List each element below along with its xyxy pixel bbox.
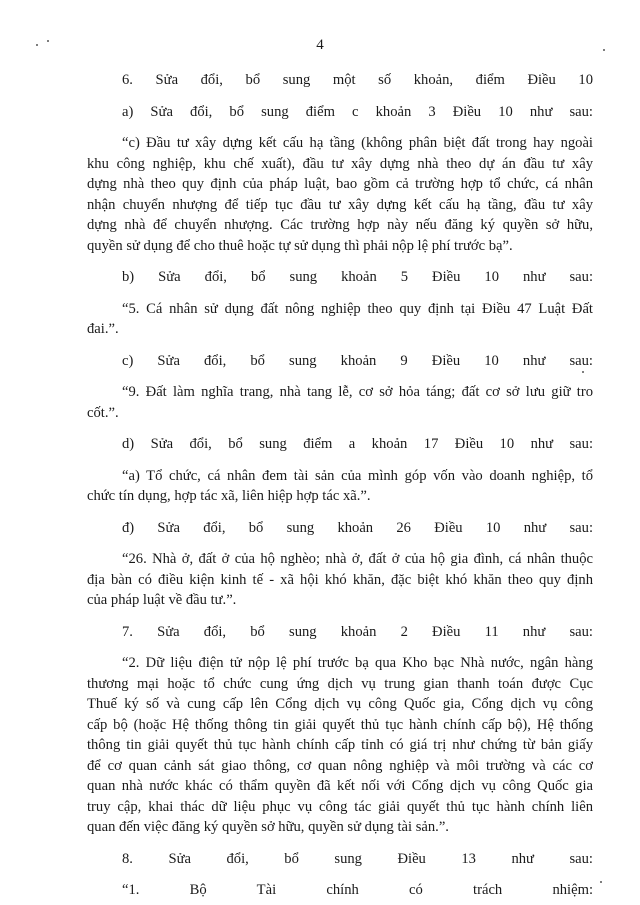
scan-speck xyxy=(600,881,602,883)
scan-speck xyxy=(47,40,49,42)
text-line: quan nhà nước khác có thẩm quyền đã kết nối với Cổng dịch vụ công Quốc gia xyxy=(87,778,593,794)
section-heading-7 xyxy=(87,622,593,643)
text-line: chức tín dụng, hợp tác xã, liên hiệp hợp tác xã.”. xyxy=(87,488,371,504)
text-line: dựng nhà để chuyển nhượng. Các trường hợp này nếu đăng ký quyền sở hữu, xyxy=(87,217,593,233)
text-line: nhận chuyển nhượng để tiếp tục đầu tư xây dựng kết cấu hạ tầng, đầu tư xây xyxy=(87,196,593,213)
text-line: c) Sửa đổi, bổ sung khoản 9 Điều 10 như sau: xyxy=(122,352,593,369)
text-line: 7. Sửa đổi, bổ sung khoản 2 Điều 11 như sau: xyxy=(122,623,593,640)
text-line: cốt.”. xyxy=(87,404,119,421)
document-body xyxy=(87,70,593,901)
text-line: quan đến việc đăng ký quyền sở hữu, quyền sử dụng tài sản.”. xyxy=(87,819,449,835)
subsection-heading-a xyxy=(87,102,593,123)
scan-speck xyxy=(36,44,38,46)
section-heading-8 xyxy=(87,849,593,870)
text-line: “9. Đất làm nghĩa trang, nhà tang lễ, cơ sở hỏa táng; đất cơ sở lưu giữ tro xyxy=(122,384,593,400)
text-line: 6. Sửa đổi, bổ sung một số khoản, điểm Điều 10 xyxy=(122,72,593,88)
text-line: khu công nghiệp, khu chế xuất), đầu tư xây dựng nhà theo dự án đầu tư xây xyxy=(87,155,593,172)
text-line: dựng nhà theo quy định của pháp luật, bao gồm cả trường hợp tổ chức, cá nhân xyxy=(87,176,593,192)
text-line: “5. Cá nhân sử dụng đất nông nghiệp theo quy định tại Điều 47 Luật Đất xyxy=(122,300,593,317)
text-line: “2. Dữ liệu điện tử nộp lệ phí trước bạ qua Kho bạc Nhà nước, ngân hàng xyxy=(122,655,593,671)
quoted-paragraph-2 xyxy=(87,653,593,838)
scan-speck xyxy=(582,371,584,373)
quoted-paragraph-5 xyxy=(87,299,593,340)
quoted-paragraph-a xyxy=(87,466,593,507)
text-line: quyền sử dụng để cho thuê hoặc tự sử dụng thì phải nộp lệ phí trước bạ”. xyxy=(87,237,513,254)
text-line: thông tin giải quyết thủ tục hành chính cấp tỉnh có giá trị như chứng từ bản giấy xyxy=(87,737,593,753)
text-line: đ) Sửa đổi, bổ sung khoản 26 Điều 10 như sau: xyxy=(122,519,593,536)
text-line: “c) Đầu tư xây dựng kết cấu hạ tầng (không phân biệt đất trong hay ngoài xyxy=(122,135,593,151)
text-line: 8. Sửa đổi, bổ sung Điều 13 như sau: xyxy=(122,850,593,867)
quoted-paragraph-c xyxy=(87,133,593,256)
text-line: đai.”. xyxy=(87,321,119,337)
text-line: “a) Tổ chức, cá nhân đem tài sản của mình góp vốn vào doanh nghiệp, tổ xyxy=(122,467,593,484)
text-line: truy cập, khai thác dữ liệu phục vụ công tác giải quyết thủ tục hành chính liên xyxy=(87,798,593,815)
text-line: thương mại hoặc tổ chức cung ứng dịch vụ trung gian thanh toán được Cục xyxy=(87,675,593,692)
quoted-paragraph-9 xyxy=(87,382,593,423)
subsection-heading-d xyxy=(87,434,593,455)
text-line: để cơ quan cảnh sát giao thông, cơ quan nông nghiệp và môi trường và các cơ xyxy=(87,757,593,774)
text-line: “26. Nhà ở, đất ở của hộ nghèo; nhà ở, đất ở của hộ gia đình, cá nhân thuộc xyxy=(122,551,593,567)
scan-speck xyxy=(603,49,605,51)
text-line: b) Sửa đổi, bổ sung khoản 5 Điều 10 như sau: xyxy=(122,269,593,285)
text-line: a) Sửa đổi, bổ sung điểm c khoản 3 Điều 10 như sau: xyxy=(122,103,593,120)
section-heading-6 xyxy=(87,70,593,91)
text-line: Thuế ký số và cung cấp lên Cổng dịch vụ công Quốc gia, Cổng dịch vụ công xyxy=(87,696,593,712)
text-line: của pháp luật về đầu tư.”. xyxy=(87,592,237,608)
subsection-heading-dd xyxy=(87,518,593,539)
text-line: cấp bộ (hoặc Hệ thống thông tin giải quyết thủ tục hành chính cấp bộ), Hệ thống xyxy=(87,716,593,733)
quoted-paragraph-1 xyxy=(87,880,593,901)
subsection-heading-b xyxy=(87,267,593,288)
text-line: d) Sửa đổi, bổ sung điểm a khoản 17 Điều 10 như sau: xyxy=(122,436,593,452)
quoted-paragraph-26 xyxy=(87,549,593,611)
text-line: địa bàn có điều kiện kinh tế - xã hội khó khăn, đặc biệt khó khăn theo quy định xyxy=(87,571,593,588)
page-number: 4 xyxy=(316,37,324,53)
text-line: “1. Bộ Tài chính có trách nhiệm: xyxy=(122,882,593,898)
subsection-heading-c xyxy=(87,351,593,372)
